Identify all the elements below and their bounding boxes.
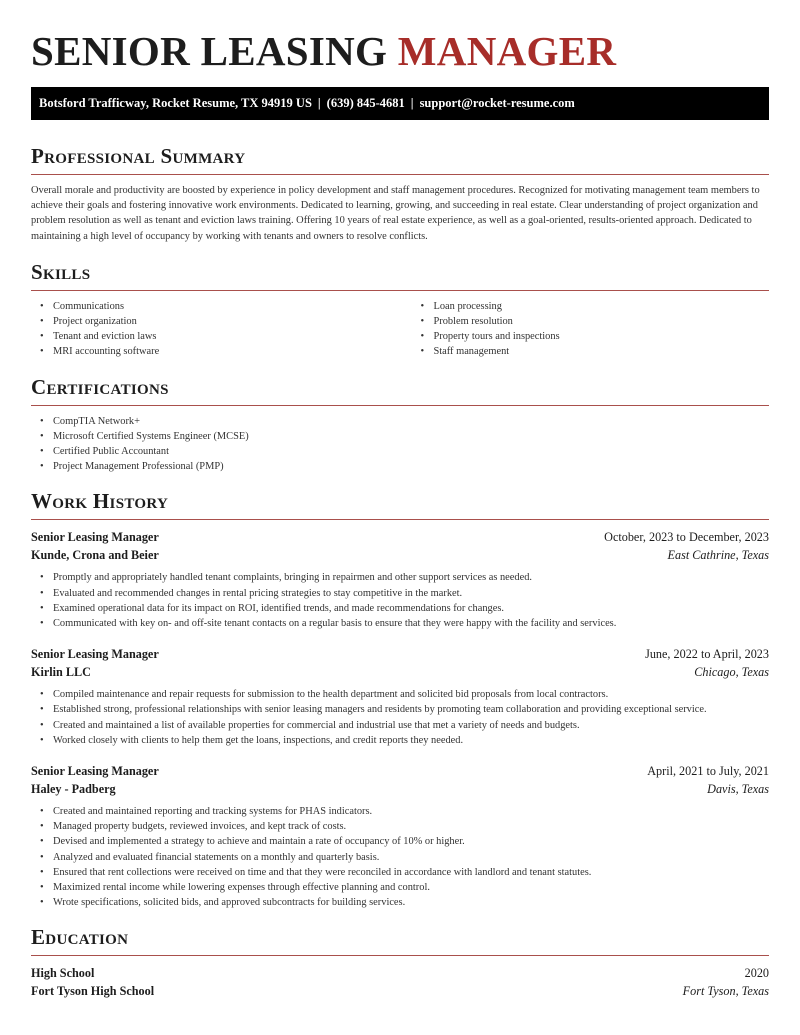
job-header bbox=[31, 762, 769, 780]
section-divider bbox=[31, 174, 769, 175]
job-entry bbox=[31, 528, 769, 631]
education-entry bbox=[31, 964, 769, 1000]
education-heading: Education bbox=[31, 925, 129, 950]
education-school: Fort Tyson High School bbox=[31, 984, 155, 999]
job-bullets bbox=[31, 804, 769, 910]
certification-item: • Certified Public Accountant bbox=[53, 444, 769, 459]
summary-text: Overall morale and productivity are boosted by experience in policy development and staff management procedures. Recognized for motivating management team members to achieve their goals and fostering innovative work environments. Dedicated to learning, growing, and succeeding in real estate. Clear understanding of project organization and problem resolution as well as tenant and eviction laws training. Offering 10 years of real estate experience, as well as a goal-oriented, results-oriented approach. Dedicated to maintaining a high level of occupancy by working with tenants and owners to resolve conflicts. bbox=[31, 185, 760, 242]
contact-separator: | bbox=[410, 96, 414, 110]
skill-item: • Communications bbox=[53, 299, 389, 314]
job-bullet: • Devised and implemented a strategy to achieve and maintain a rate of occupancy of 10% or higher. bbox=[53, 834, 769, 849]
job-bullet: • Worked closely with clients to help them get the loans, inspections, and credit reports they needed. bbox=[53, 733, 769, 748]
contact-separator: | bbox=[317, 96, 321, 110]
job-bullet: • Ensured that rent collections were received on time and that they were reconciled in accordance with landlord and tenant statutes. bbox=[53, 865, 769, 880]
section-divider bbox=[31, 290, 769, 291]
job-header bbox=[31, 528, 769, 546]
job-bullet: • Promptly and appropriately handled tenant complaints, bringing in repairmen and other support services as needed. bbox=[53, 570, 769, 585]
certifications-section bbox=[31, 374, 769, 475]
skills-section bbox=[31, 259, 769, 360]
job-header bbox=[31, 645, 769, 663]
contact-email[interactable]: support@rocket-resume.com bbox=[419, 96, 575, 110]
contact-bar bbox=[31, 87, 769, 120]
job-dates: October, 2023 to December, 2023 bbox=[604, 530, 769, 545]
job-company: Kunde, Crona and Beier bbox=[31, 548, 159, 563]
job-title: Senior Leasing Manager bbox=[31, 647, 159, 662]
skills-grid bbox=[31, 299, 769, 360]
education-header bbox=[31, 964, 769, 982]
job-bullet: • Compiled maintenance and repair requests for submission to the health department and solicited bid proposals from local contractors. bbox=[53, 687, 769, 702]
job-title: Senior Leasing Manager bbox=[31, 764, 159, 779]
job-location: Davis, Texas bbox=[707, 782, 769, 797]
certifications-heading: Certifications bbox=[31, 374, 169, 399]
work-history-section bbox=[31, 488, 769, 910]
skill-item: • Loan processing bbox=[434, 299, 770, 314]
contact-phone: (639) 845-4681 bbox=[326, 96, 405, 110]
education-location: Fort Tyson, Texas bbox=[682, 984, 769, 999]
job-dates: April, 2021 to July, 2021 bbox=[647, 764, 769, 779]
job-bullet: • Created and maintained reporting and tracking systems for PHAS indicators. bbox=[53, 804, 769, 819]
skills-list-left bbox=[31, 299, 389, 360]
job-subheader bbox=[31, 546, 769, 564]
job-location: East Cathrine, Texas bbox=[667, 548, 769, 563]
job-bullet: • Wrote specifications, solicited bids, and approved subcontracts for building services. bbox=[53, 895, 769, 910]
education-subheader bbox=[31, 982, 769, 1000]
resume-page bbox=[31, 0, 769, 1000]
skill-item: • Staff management bbox=[434, 344, 770, 359]
job-bullets bbox=[31, 570, 769, 631]
job-entry bbox=[31, 762, 769, 910]
skill-item: • Project organization bbox=[53, 314, 389, 329]
skills-list-right bbox=[412, 299, 770, 360]
page-title bbox=[31, 0, 769, 73]
certification-item: • Microsoft Certified Systems Engineer (MCSE) bbox=[53, 429, 769, 444]
job-bullet: • Created and maintained a list of available properties for commercial and industrial use that met a variety of needs and budgets. bbox=[53, 718, 769, 733]
section-divider bbox=[31, 519, 769, 520]
job-bullet: • Analyzed and evaluated financial statements on a monthly and quarterly basis. bbox=[53, 850, 769, 865]
job-company: Haley - Padberg bbox=[31, 782, 116, 797]
section-divider bbox=[31, 955, 769, 956]
job-title: Senior Leasing Manager bbox=[31, 530, 159, 545]
job-subheader bbox=[31, 780, 769, 798]
job-bullet: • Examined operational data for its impact on ROI, identified trends, and made recommendations for changes. bbox=[53, 601, 769, 616]
contact-address: Botsford Trafficway, Rocket Resume, TX 94919 US bbox=[39, 96, 312, 110]
skill-item: • MRI accounting software bbox=[53, 344, 389, 359]
job-bullet: • Managed property budgets, reviewed invoices, and kept track of costs. bbox=[53, 819, 769, 834]
summary-section bbox=[31, 143, 769, 244]
skill-item: • Problem resolution bbox=[434, 314, 770, 329]
work-history-heading: Work History bbox=[31, 489, 169, 514]
certification-item: • CompTIA Network+ bbox=[53, 414, 769, 429]
job-location: Chicago, Texas bbox=[694, 665, 769, 680]
title-accent: MANAGER bbox=[397, 28, 617, 74]
job-subheader bbox=[31, 663, 769, 681]
skills-heading: Skills bbox=[31, 259, 91, 284]
certification-item: • Project Management Professional (PMP) bbox=[53, 459, 769, 474]
job-bullet: • Communicated with key on- and off-site tenant contacts on a regular basis to ensure that they were happy with the facility and services. bbox=[53, 616, 769, 631]
skill-item: • Property tours and inspections bbox=[434, 329, 770, 344]
job-bullet: • Established strong, professional relationships with senior leasing managers and residents by promoting team collaboration and providing exceptional service. bbox=[53, 702, 769, 717]
title-main: SENIOR LEASING bbox=[31, 28, 388, 74]
job-bullet: • Evaluated and recommended changes in rental pricing strategies to stay competitive in the market. bbox=[53, 586, 769, 601]
job-bullets bbox=[31, 687, 769, 748]
summary-heading: Professional Summary bbox=[31, 144, 246, 168]
job-dates: June, 2022 to April, 2023 bbox=[645, 647, 769, 662]
certifications-list bbox=[31, 414, 769, 475]
job-company: Kirlin LLC bbox=[31, 665, 91, 680]
education-section bbox=[31, 924, 769, 1000]
skill-item: • Tenant and eviction laws bbox=[53, 329, 389, 344]
education-year: 2020 bbox=[744, 966, 769, 981]
section-divider bbox=[31, 405, 769, 406]
education-degree: High School bbox=[31, 966, 95, 981]
job-bullet: • Maximized rental income while lowering expenses through effective planning and control. bbox=[53, 880, 769, 895]
job-entry bbox=[31, 645, 769, 748]
